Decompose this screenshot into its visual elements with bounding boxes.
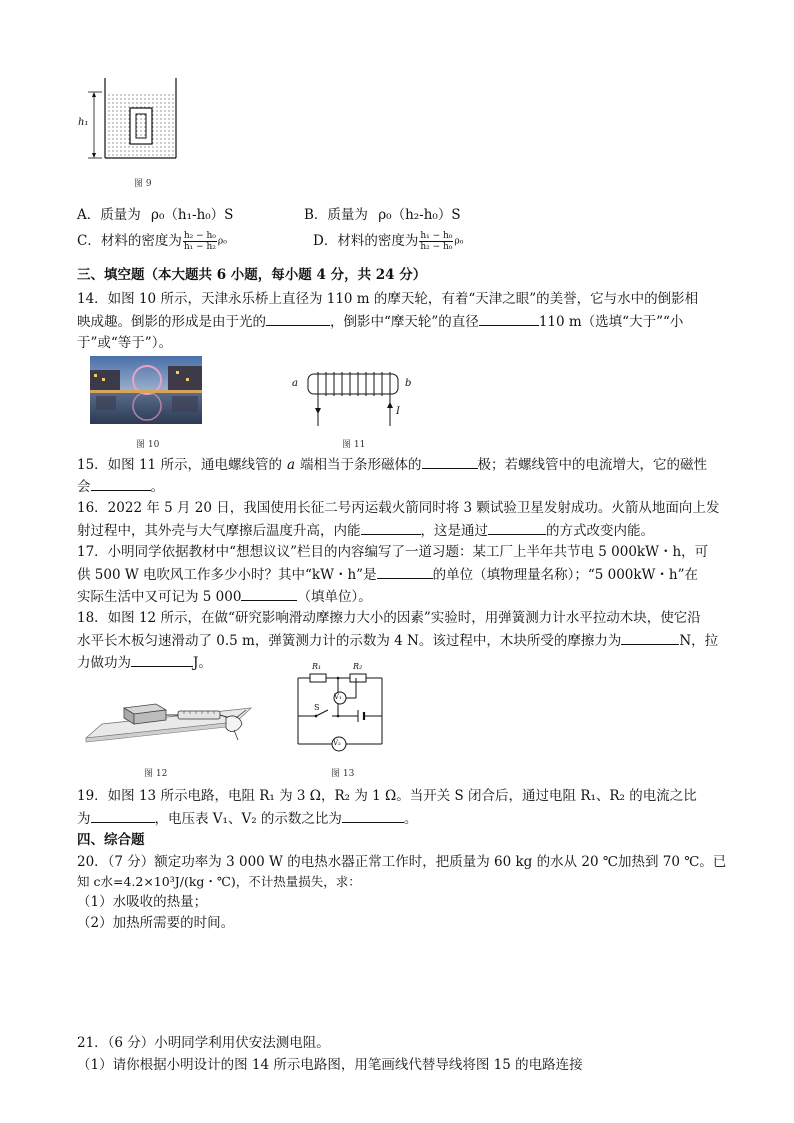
ferris-wheel-photo <box>90 356 202 424</box>
q19-blank-2 <box>342 808 404 823</box>
q20-line2: 知 c水=4.2×10³J/(kg・℃)，不计热量损失，求： <box>77 874 361 889</box>
q16-blank-2 <box>488 520 546 535</box>
option-a-expr: ρ₀（h₁-h₀）S <box>151 207 234 223</box>
figure-9 <box>80 78 190 188</box>
q15-text-e: 。 <box>150 479 164 495</box>
q16-line1: 16．2022 年 5 月 20 日，我国使用长征二号丙运载火箭同时将 3 颗试验卫星发射成功。火箭从地面向上发 <box>77 500 720 516</box>
q15-text-a: 15．如图 11 所示，通电螺线管的 <box>77 457 282 473</box>
figure-11 <box>288 362 418 432</box>
option-d-rho: ρ₀ <box>454 236 464 247</box>
q17-line3 <box>77 586 372 607</box>
q19-text-a: 为 <box>77 811 91 827</box>
q20-line1: 20．（7 分）额定功率为 3 000 W 的电热水器正常工作时，把质量为 60 kg 的水从 20 ℃加热到 70 ℃。已 <box>77 854 727 870</box>
current-label-I: I <box>396 406 400 417</box>
q17-text-a: 供 500 W 电吹风工作多少小时？其中“kW・h”是 <box>77 567 377 583</box>
q17-line2 <box>77 564 698 585</box>
q15-blank-2 <box>91 476 151 491</box>
option-d <box>313 229 463 254</box>
q15-line2 <box>77 476 164 497</box>
v1-label: V₁ <box>334 693 342 701</box>
q16-line2 <box>77 520 654 541</box>
q18-blank-1 <box>621 630 679 645</box>
q16-blank-1 <box>361 520 421 535</box>
figure-10-caption: 图 10 <box>136 440 160 450</box>
q14-text-b: ，倒影中“摩天轮”的直径 <box>330 314 479 330</box>
option-d-fraction <box>419 231 453 252</box>
q17-text-c: 实际生活中又可记为 5 000 <box>77 589 242 605</box>
q19-blank-1 <box>91 808 155 823</box>
section-3-heading: 三、填空题（本大题共 6 小题，每小题 4 分，共 24 分） <box>77 267 427 283</box>
q17-blank-2 <box>241 586 297 601</box>
figure-12 <box>86 680 256 760</box>
option-c-num: h₂ − h₀ <box>183 231 216 241</box>
solenoid-diagram <box>288 362 418 432</box>
q18-text-a: 水平长木板匀速滑动了 0.5 m，弹簧测力计的示数为 4 N。该过程中，木块所受的摩擦力为 <box>77 633 622 649</box>
option-d-num: h₁ − h₀ <box>420 231 453 241</box>
q18-line2 <box>77 630 718 651</box>
solenoid-label-a: a <box>292 378 298 389</box>
figure-13 <box>294 664 394 754</box>
q14-line3: 于”或“等于”）。 <box>77 335 172 351</box>
q17-line1: 17．小明同学依据教材中“想想议议”栏目的内容编写了一道习题：某工厂上半年共节电 5 000kW・h，可 <box>77 544 709 560</box>
circuit-diagram <box>294 664 394 754</box>
figure-10-photo <box>90 356 202 424</box>
figure-13-caption: 图 13 <box>331 769 355 779</box>
q18-text-b: N，拉 <box>679 633 719 649</box>
q18-line1: 18．如图 12 所示，在做“研究影响滑动摩擦力大小的因素”实验时，用弹簧测力计水平拉动木块，使它沿 <box>77 610 701 626</box>
solenoid-label-b: b <box>405 378 412 389</box>
q20-sub2: （2）加热所需要的时间。 <box>77 915 235 931</box>
option-d-prefix: D．材料的密度为 <box>313 233 419 249</box>
q18-text-d: J。 <box>193 655 212 671</box>
option-d-den: h₂ − h₀ <box>420 242 453 252</box>
q15-text-c: 极；若螺线管中的电流增大，它的磁性 <box>477 457 708 473</box>
q18-text-c: 力做功为 <box>77 655 131 671</box>
option-c-den: h₁ − h₂ <box>183 242 216 252</box>
q14-text-a: 映成趣。倒影的形成是由于光的 <box>77 314 266 330</box>
q18-blank-2 <box>131 652 193 667</box>
q19-line1: 19．如图 13 所示电路，电阻 R₁ 为 3 Ω，R₂ 为 1 Ω。当开关 S 闭合后，通过电阻 R₁、R₂ 的电流之比 <box>77 788 697 804</box>
option-b-prefix: B．质量为 <box>304 207 368 223</box>
option-c-rho: ρ₀ <box>217 236 227 247</box>
r1-label: R₁ <box>312 662 322 671</box>
friction-experiment-diagram <box>86 680 256 760</box>
option-a-prefix: A．质量为 <box>77 207 141 223</box>
figure-11-caption: 图 11 <box>342 440 366 450</box>
figure-12-caption: 图 12 <box>144 769 168 779</box>
option-c-fraction <box>183 231 217 252</box>
v2-label: V₂ <box>333 739 341 747</box>
q17-text-b: 的单位（填物理量名称）；“5 000kW・h”在 <box>432 567 699 583</box>
q18-line3 <box>77 652 212 673</box>
q16-text-c: 的方式改变内能。 <box>546 523 654 539</box>
q19-text-c: 。 <box>403 811 418 827</box>
h1-label: h₁ <box>78 117 89 128</box>
q16-text-a: 射过程中，其外壳与大气摩擦后温度升高，内能 <box>77 523 361 539</box>
switch-label: S <box>314 703 320 712</box>
q14-blank-1 <box>266 311 330 326</box>
option-c-prefix: C．材料的密度为 <box>77 233 182 249</box>
q16-text-b: ，这是通过 <box>420 523 488 539</box>
r2-label: R₂ <box>353 662 363 671</box>
option-a <box>77 205 233 225</box>
option-b-expr: ρ₀（h₂-h₀）S <box>378 207 461 223</box>
q14-blank-2 <box>479 311 539 326</box>
q15-line1 <box>77 454 707 475</box>
q19-line2 <box>77 808 417 829</box>
q14-line1: 14．如图 10 所示，天津永乐桥上直径为 110 m 的摩天轮，有着“天津之眼”的美誉，它与水中的倒影相 <box>77 291 699 307</box>
q15-text-d: 会 <box>77 479 91 495</box>
q20-sub1: （1）水吸收的热量； <box>77 894 208 910</box>
q21-sub1: （1）请你根据小明设计的图 14 所示电路图，用笔画线代替导线将图 15 的电路连接 <box>77 1057 583 1073</box>
container-diagram <box>80 78 190 188</box>
option-b <box>304 205 461 225</box>
q17-blank-1 <box>377 564 433 579</box>
section-4-heading: 四、综合题 <box>77 832 145 848</box>
q15-text-b: 端相当于条形磁体的 <box>300 457 422 473</box>
q19-text-b: ，电压表 V₁、V₂ 的示数之比为 <box>154 811 342 827</box>
q15-var-a: a <box>286 457 296 473</box>
q14-text-c: 110 m（选填“大于”“小 <box>538 314 684 330</box>
q21-line1: 21．（6 分）小明同学利用伏安法测电阻。 <box>77 1035 330 1051</box>
figure-9-caption: 图 9 <box>134 179 152 189</box>
option-c <box>77 229 227 254</box>
q17-text-d: （填单位）。 <box>297 589 372 605</box>
q15-blank-1 <box>422 454 478 469</box>
q14-line2 <box>77 311 683 332</box>
